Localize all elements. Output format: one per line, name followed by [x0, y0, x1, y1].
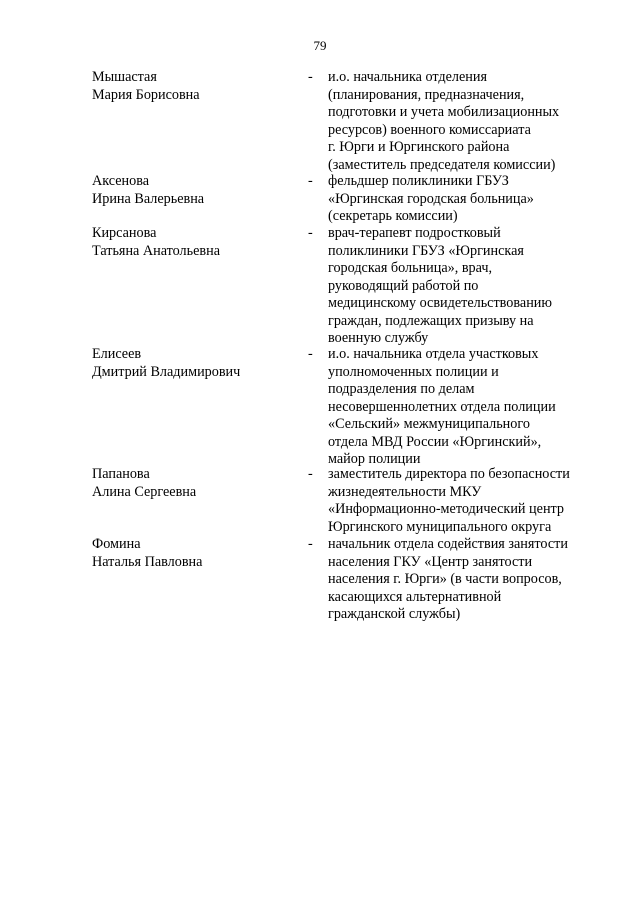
member-name — [92, 346, 292, 381]
member-surname: Папанова — [92, 466, 150, 482]
member-role — [328, 466, 590, 536]
member-surname: Кирсанова — [92, 225, 157, 241]
member-given-names: Дмитрий Владимирович — [92, 363, 241, 380]
role-line: медицинскому освидетельствованию — [328, 295, 552, 311]
member-name — [92, 69, 292, 104]
role-line: касающихся альтернативной — [328, 588, 502, 605]
role-line: и.о. начальника отдела участковых — [328, 346, 539, 362]
role-line: подготовки и учета мобилизационных — [328, 104, 560, 120]
member-role — [328, 536, 590, 624]
role-line: начальник отдела содействия занятости — [328, 536, 568, 552]
role-line: фельдшер поликлиники ГБУЗ — [328, 173, 509, 189]
member-surname: Фомина — [92, 536, 141, 552]
role-line: граждан, подлежащих призыву на — [328, 312, 534, 329]
page-number: 79 — [313, 38, 327, 53]
member-given-names: Наталья Павловна — [92, 553, 203, 570]
member-surname: Мышастая — [92, 69, 157, 85]
role-line: поликлиники ГБУЗ «Юргинская — [328, 242, 524, 259]
member-surname: Елисеев — [92, 346, 142, 362]
role-line: г. Юрги и Юргинского района — [328, 139, 510, 155]
role-line: ресурсов) военного комиссариата — [328, 121, 531, 138]
dash-separator: - — [308, 466, 313, 482]
role-line: «Информационно-методический центр — [328, 501, 564, 517]
role-line: заместитель директора по безопасности — [328, 466, 570, 482]
role-line: городская больница», врач, — [328, 260, 493, 276]
member-name — [92, 173, 292, 208]
role-line: уполномоченных полиции и — [328, 363, 499, 380]
role-line: подразделения по делам — [328, 381, 475, 397]
role-line: «Юргинская городская больница» — [328, 190, 534, 207]
member-role — [328, 173, 590, 226]
role-line: несовершеннолетних отдела полиции — [328, 398, 556, 415]
role-line: гражданской службы) — [328, 606, 461, 622]
role-line: (заместитель председателя комиссии) — [328, 156, 556, 173]
member-given-names: Мария Борисовна — [92, 86, 200, 103]
role-line: военную службу — [328, 330, 429, 346]
role-line: «Сельский» межмуниципального — [328, 416, 530, 432]
dash-separator: - — [308, 346, 313, 362]
member-name — [92, 536, 292, 571]
member-given-names: Татьяна Анатольевна — [92, 242, 220, 259]
dash-separator: - — [308, 69, 313, 85]
role-line: руководящий работой по — [328, 277, 479, 294]
member-role — [328, 69, 590, 174]
member-role — [328, 346, 590, 469]
dash-separator: - — [308, 173, 313, 189]
member-name — [92, 466, 292, 501]
role-line: (планирования, предназначения, — [328, 86, 525, 103]
member-name — [92, 225, 292, 260]
role-line: населения г. Юрги» (в части вопросов, — [328, 571, 562, 587]
role-line: отдела МВД России «Юргинский», — [328, 433, 542, 450]
member-surname: Аксенова — [92, 173, 150, 189]
dash-separator: - — [308, 536, 313, 552]
role-line: и.о. начальника отделения — [328, 69, 487, 85]
member-given-names: Алина Сергеевна — [92, 483, 197, 500]
member-role — [328, 225, 590, 348]
member-given-names: Ирина Валерьевна — [92, 190, 205, 207]
role-line: Юргинского муниципального округа — [328, 518, 552, 535]
role-line: врач-терапевт подростковый — [328, 225, 501, 241]
role-line: (секретарь комиссии) — [328, 208, 458, 224]
dash-separator: - — [308, 225, 313, 241]
role-line: майор полиции — [328, 451, 421, 467]
role-line: населения ГКУ «Центр занятости — [328, 553, 533, 570]
role-line: жизнедеятельности МКУ — [328, 483, 482, 500]
